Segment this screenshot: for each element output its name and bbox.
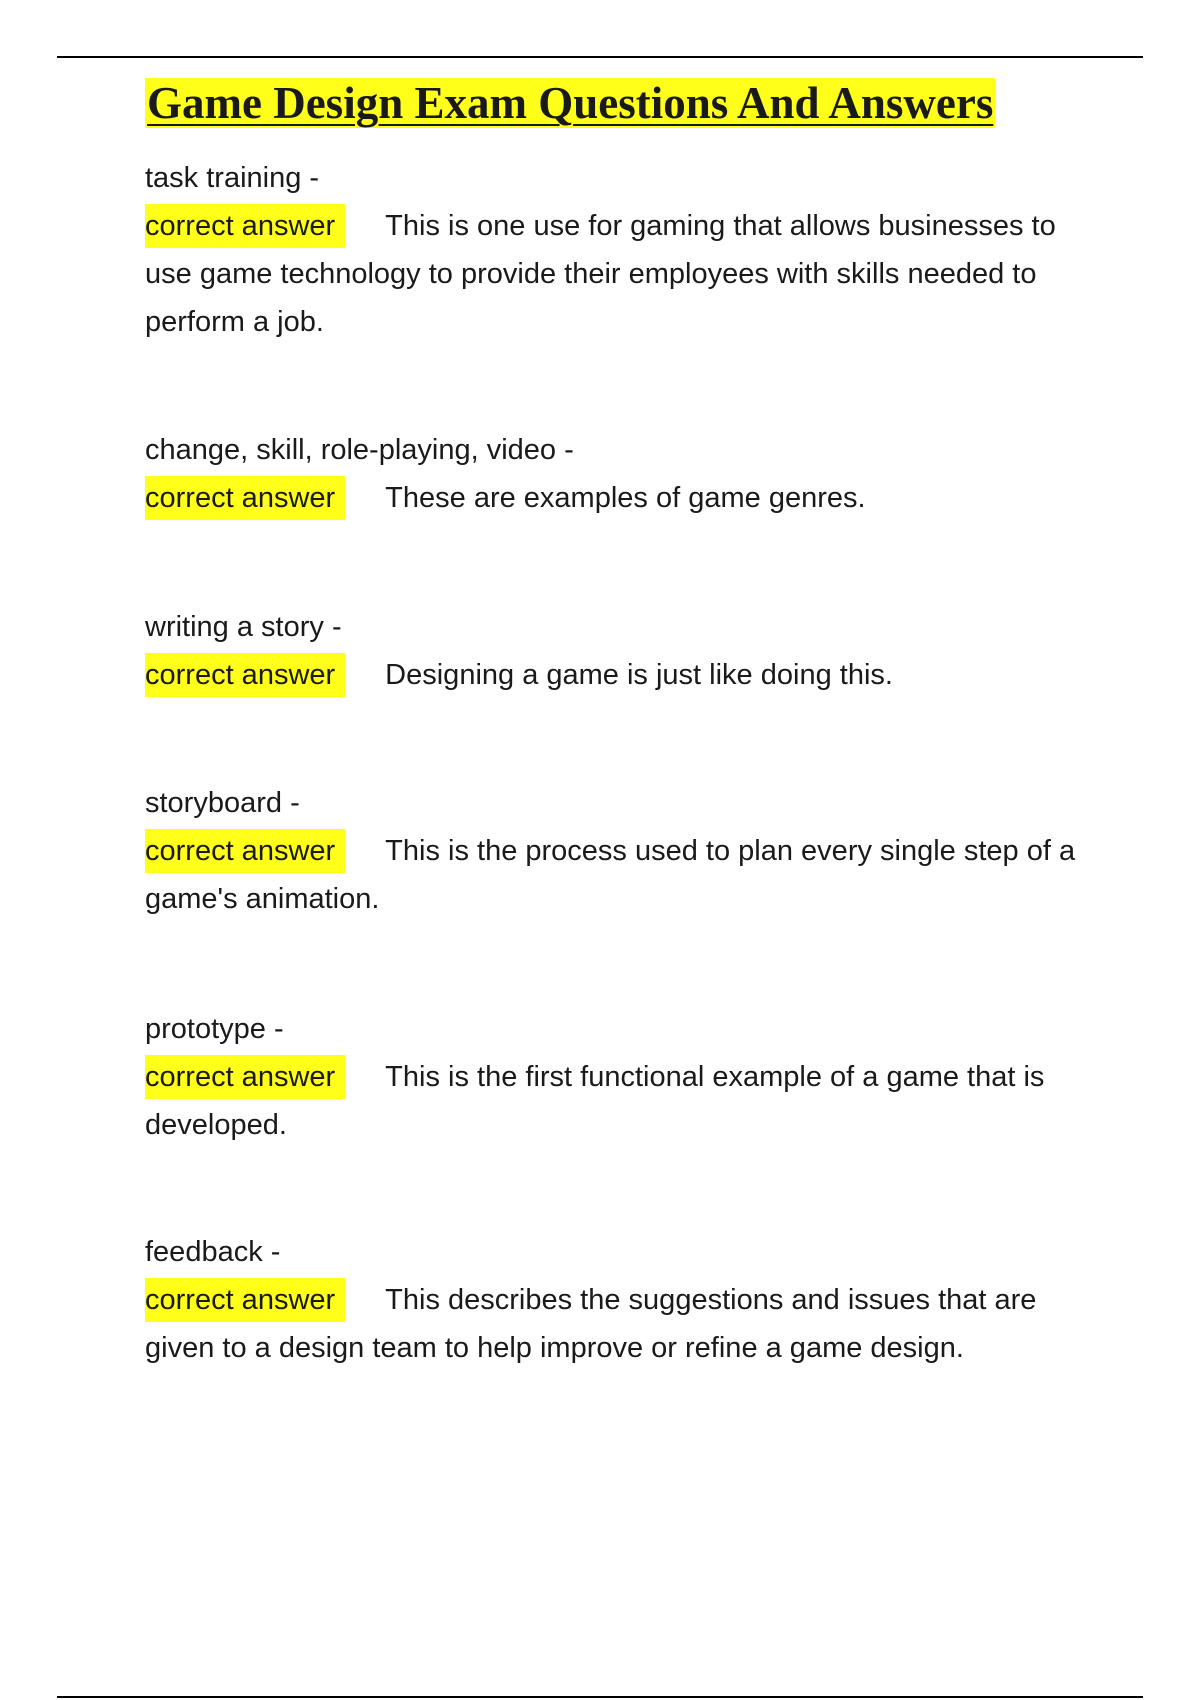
qa-term: storyboard - <box>145 787 300 819</box>
correct-answer-label: correct answer <box>145 653 345 697</box>
document-title <box>145 72 1007 134</box>
qa-term: task training - <box>145 162 320 194</box>
qa-term: change, skill, role-playing, video - <box>145 434 574 466</box>
correct-answer-label: correct answer <box>145 829 345 873</box>
qa-answer-line <box>145 1276 1105 1372</box>
qa-item <box>145 154 1105 346</box>
qa-answer: This is one use for gaming that allows businesses to use game technology to provide their employees with skills needed to perform a job. <box>145 210 1056 338</box>
qa-answer: This is the process used to plan every single step of a game's animation. <box>145 835 1076 915</box>
qa-answer-line <box>145 651 1105 699</box>
qa-answer: Designing a game is just like doing this. <box>385 659 893 691</box>
qa-term: prototype - <box>145 1013 284 1045</box>
bottom-rule <box>57 1696 1143 1698</box>
qa-item <box>145 779 1105 923</box>
qa-item <box>145 603 1105 699</box>
correct-answer-label: correct answer <box>145 1278 345 1322</box>
qa-answer-line <box>145 1053 1105 1149</box>
qa-answer-line <box>145 202 1105 346</box>
title-highlight: Game Design Exam Questions And Answers <box>147 78 994 128</box>
qa-answer-line <box>145 474 1105 522</box>
qa-answer-line <box>145 827 1105 923</box>
qa-answer: This describes the suggestions and issues that are given to a design team to help improve or refine a game design. <box>145 1284 1037 1364</box>
correct-answer-label: correct answer <box>145 204 345 248</box>
document-content <box>145 72 1105 1364</box>
correct-answer-label: correct answer <box>145 476 345 520</box>
qa-item <box>145 1228 1105 1372</box>
qa-item <box>145 1005 1105 1149</box>
correct-answer-label: correct answer <box>145 1055 345 1099</box>
qa-term: feedback - <box>145 1236 281 1268</box>
qa-item <box>145 426 1105 522</box>
top-rule <box>57 56 1143 58</box>
qa-answer: These are examples of game genres. <box>385 482 866 514</box>
qa-term: writing a story - <box>145 611 342 643</box>
qa-answer: This is the first functional example of a game that is developed. <box>145 1061 1045 1141</box>
